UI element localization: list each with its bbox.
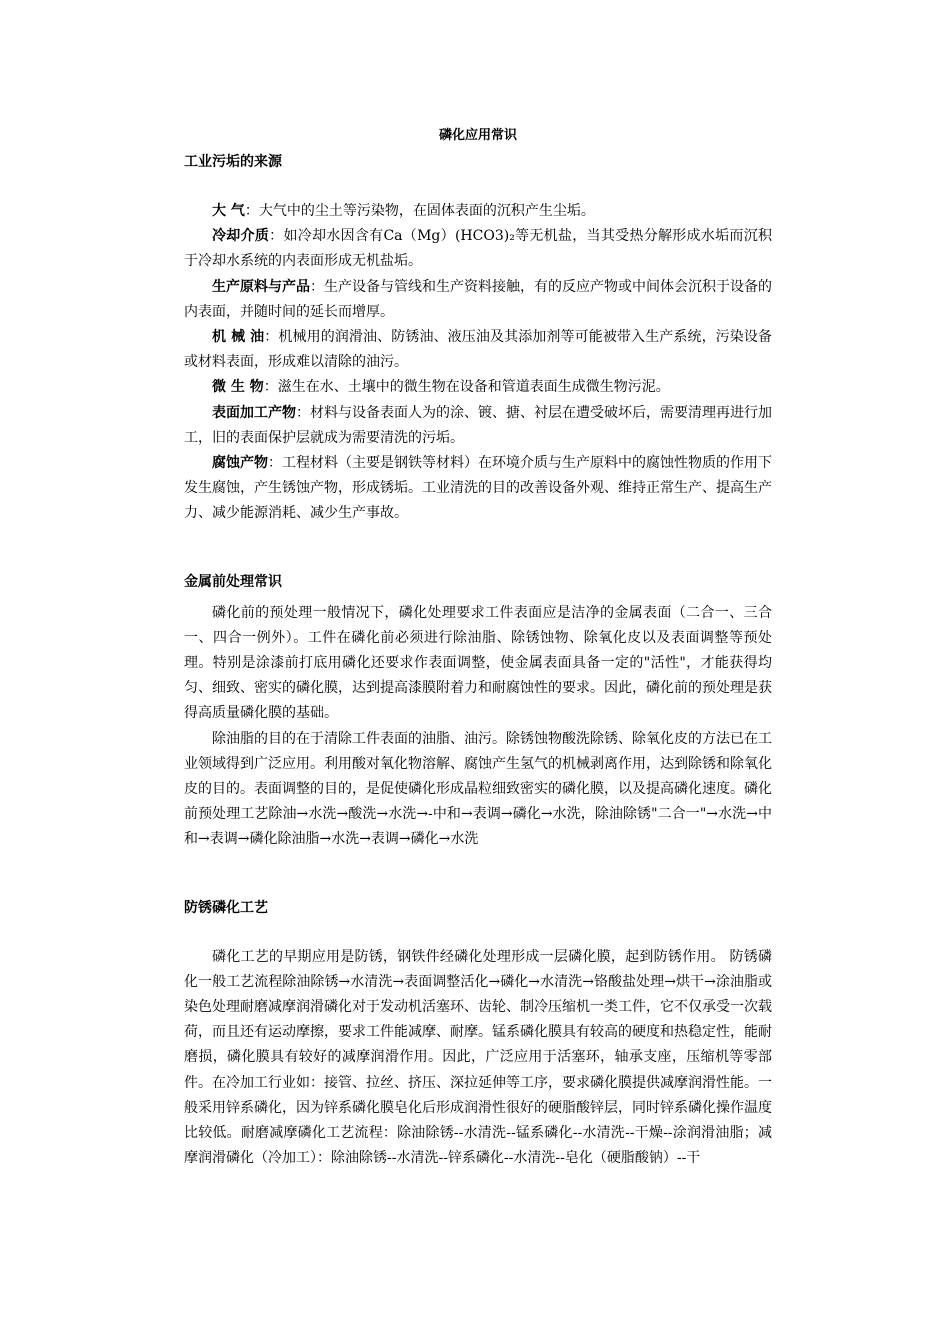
item-term: 机 械 油 bbox=[212, 329, 265, 346]
item-text: ：如冷却水因含有Ca（Mg）(HCO3)₂等无机盐，当其受热分解形成水垢而沉积于冷却水系统的内表面形成无机盐垢。 bbox=[184, 228, 772, 270]
item-term: 大 气 bbox=[212, 203, 245, 219]
list-item bbox=[184, 325, 772, 375]
list-item bbox=[184, 451, 772, 527]
paragraph: 磷化工艺的早期应用是防锈，钢铁件经磷化处理形成一层磷化膜，起到防锈作用。 防锈磷化一般工艺流程除油除锈→水清洗→表面调整活化→磷化→水清洗→铬酸盐处理→烘干→涂油脂或染色处理耐磨减摩润滑磷化对于发动机活塞环、齿轮、制冷压缩机一类工件，它不仅承受一次载荷，而且还有运动摩擦，要求工件能减摩、耐摩。锰系磷化膜具有较高的硬度和热稳定性，能耐磨损，磷化膜具有较好的减摩润滑作用。因此，广泛应用于活塞环，轴承支座，压缩机等零部件。在冷加工行业如：接管、拉丝、挤压、深拉延伸等工序，要求磷化膜提供减摩润滑性能。一般采用锌系磷化，因为锌系磷化膜皂化后形成润滑性很好的硬脂酸锌层，同时锌系磷化操作温度比较低。耐磨减摩磷化工艺流程：除油除锈--水清洗--锰系磷化--水清洗--干燥--涂润滑油脂；减摩润滑磷化（冷加工）：除油除锈--水清洗--锌系磷化--水清洗--皂化（硬脂酸钠）--干 bbox=[184, 948, 772, 1167]
list-item bbox=[184, 199, 772, 224]
item-text: ：材料与设备表面人为的涂、镀、搪、衬层在遭受破坏后，需要清理再进行加工，旧的表面保护层就成为需要清洗的污垢。 bbox=[184, 404, 772, 446]
list-item bbox=[184, 275, 772, 325]
list-item bbox=[184, 401, 772, 451]
section-heading-metal-pretreatment: 金属前处理常识 bbox=[184, 573, 282, 590]
paragraph: 除油脂的目的在于清除工件表面的油脂、油污。除锈蚀物酸洗除锈、除氧化皮的方法已在工业领域得到广泛应用。利用酸对氧化物溶解、腐蚀产生氢气的机械剥离作用，达到除锈和除氧化皮的目的。表面调整的目的，是促使磷化形成晶粒细致密实的磷化膜，以及提高磷化速度。磷化前预处理工艺除油→水洗→酸洗→水洗→-中和→表调→磷化→水洗，除油除锈"二合一"→水洗→中和→表调→磷化除油脂→水洗→表调→磷化→水洗 bbox=[184, 730, 772, 848]
list-item bbox=[184, 375, 772, 400]
item-text: ：生产设备与管线和生产资料接触，有的反应产物或中间体会沉积于设备的内表面，并随时间的延长而增厚。 bbox=[184, 278, 772, 320]
list-item bbox=[184, 224, 772, 274]
item-term: 腐蚀产物 bbox=[212, 455, 268, 472]
item-text: ：机械用的润滑油、防锈油、液压油及其添加剂等可能被带入生产系统，污染设备或材料表面，形成难以清除的油污。 bbox=[184, 329, 772, 371]
paragraph: 磷化前的预处理一般情况下，磷化处理要求工件表面应是洁净的金属表面（二合一、三合一、四合一例外）。工件在磷化前必须进行除油脂、除锈蚀物、除氧化皮以及表面调整等预处理。特别是涂漆前打底用磷化还要求作表面调整，使金属表面具备一定的"活性"，才能获得均匀、细致、密实的磷化膜，达到提高漆膜附着力和耐腐蚀性的要求。因此，磷化前的预处理是获得高质量磷化膜的基础。 bbox=[184, 604, 772, 722]
item-text: ：工程材料（主要是钢铁等材料）在环境介质与生产原料中的腐蚀性物质的作用下发生腐蚀，产生锈蚀产物，形成锈垢。工业清洗的目的改善设备外观、维持正常生产、提高生产力、减少能源消耗、减少生产事故。 bbox=[184, 455, 772, 522]
document-title: 磷化应用常识 bbox=[438, 128, 517, 143]
pollution-sources-list bbox=[184, 199, 772, 527]
item-term: 微 生 物 bbox=[212, 379, 264, 396]
item-text: ：滋生在水、土壤中的微生物在设备和管道表面生成微生物污泥。 bbox=[263, 379, 670, 396]
item-term: 表面加工产物 bbox=[212, 404, 296, 421]
item-term: 冷却介质 bbox=[212, 228, 270, 245]
item-term: 生产原料与产品 bbox=[212, 278, 310, 295]
section-heading-pollution-sources: 工业污垢的来源 bbox=[184, 154, 282, 170]
item-text: ：大气中的尘土等污染物，在固体表面的沉积产生尘垢。 bbox=[244, 203, 595, 219]
section-heading-antirust-phosphating: 防锈磷化工艺 bbox=[184, 899, 268, 916]
